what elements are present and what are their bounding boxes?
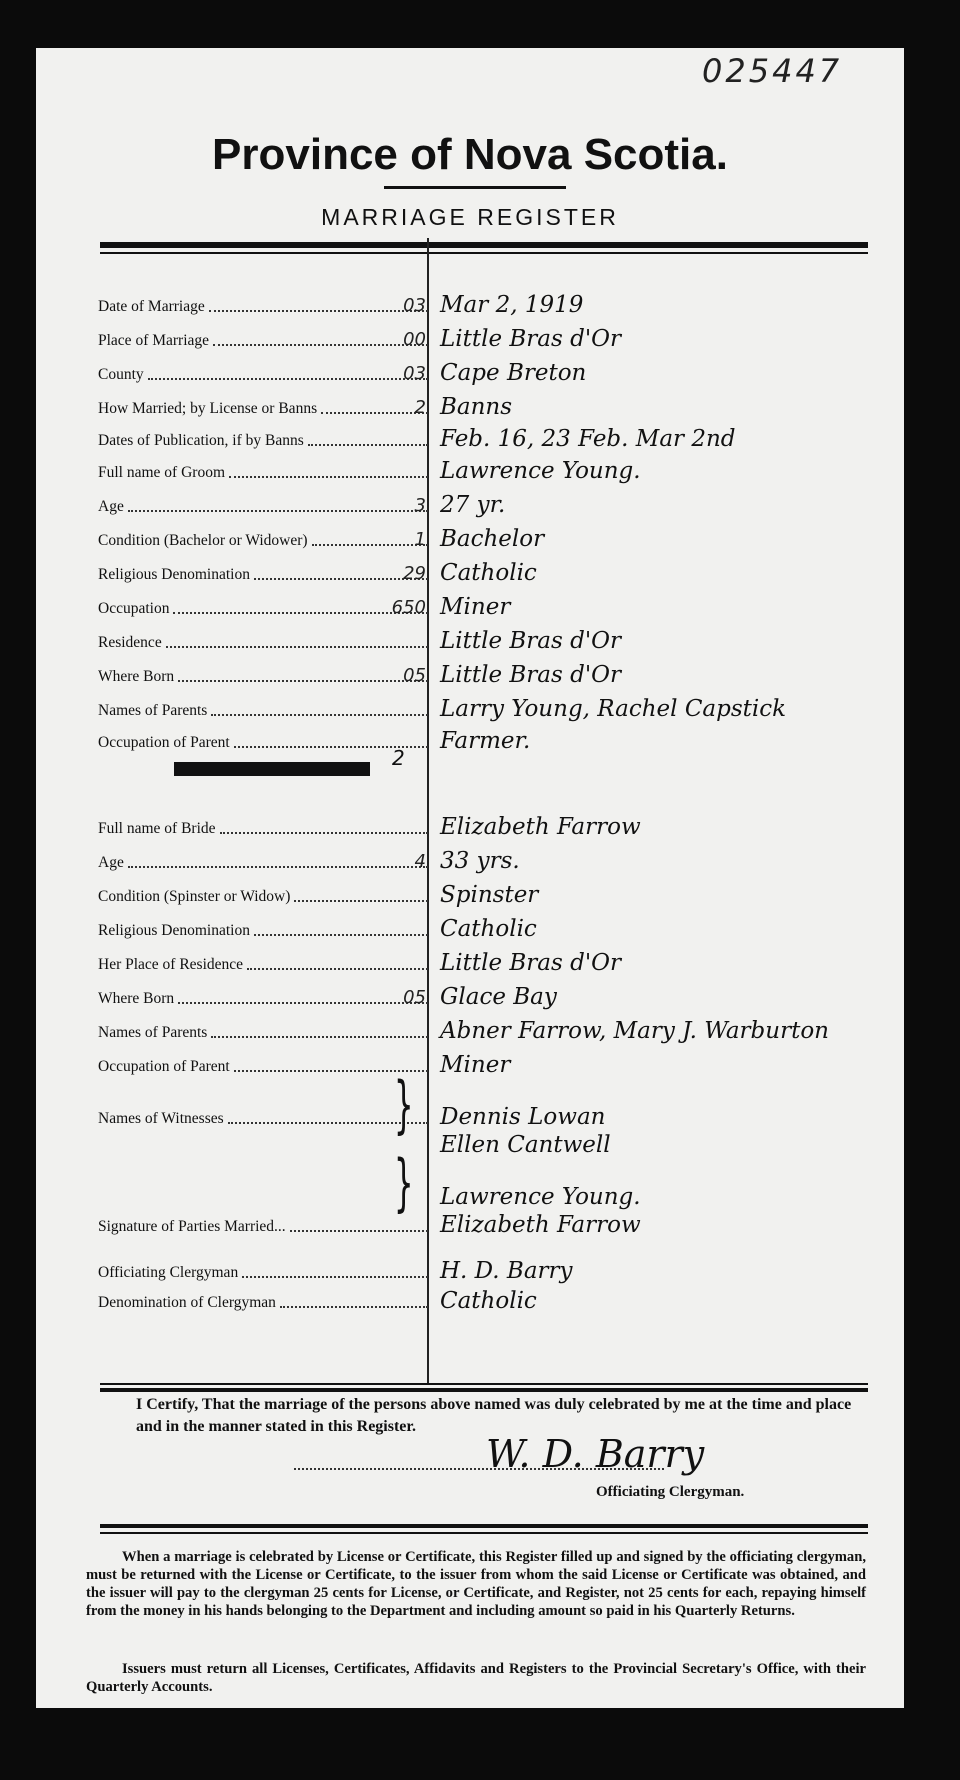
field-label: Date of Marriage [98, 298, 205, 315]
field-value: Elizabeth Farrow [440, 1212, 641, 1238]
field-row [98, 844, 898, 874]
field-value: Little Bras d'Or [440, 662, 622, 688]
field-label: Denomination of Clergyman [98, 1294, 276, 1311]
dotted-leader [247, 968, 428, 970]
form-title: Province of Nova Scotia. [212, 130, 728, 179]
field-value: Miner [440, 594, 511, 620]
dotted-leader [211, 1036, 428, 1038]
field-row [98, 1048, 898, 1078]
field-label: Signature of Parties Married... [98, 1218, 286, 1235]
field-value: H. D. Barry [440, 1258, 573, 1284]
signature-brace: } [393, 1146, 414, 1219]
field-label: Religious Denomination [98, 922, 250, 939]
field-code: 03 [403, 363, 426, 384]
field-code: 2 [414, 397, 426, 418]
top-rule [100, 242, 868, 248]
field-label: Occupation of Parent [98, 1058, 230, 1075]
field-code: 650 [391, 597, 426, 618]
field-value: Little Bras d'Or [440, 628, 622, 654]
witness-brace: } [393, 1068, 414, 1141]
signature-caption: Officiating Clergyman. [596, 1484, 745, 1500]
field-code: 4 [414, 851, 426, 872]
field-value: Banns [440, 394, 513, 420]
dotted-leader [211, 714, 428, 716]
field-row [98, 980, 898, 1010]
field-code: 29 [403, 563, 426, 584]
field-row [98, 1254, 898, 1284]
field-label: Names of Parents [98, 1024, 208, 1041]
form-subtitle: MARRIAGE REGISTER [321, 204, 619, 230]
field-row [98, 1180, 898, 1210]
certify-top-rule [100, 1383, 868, 1385]
field-label: Dates of Publication, if by Banns [98, 432, 304, 449]
field-value: Farmer. [440, 728, 531, 754]
field-value: Lawrence Young. [440, 1184, 641, 1210]
field-row [98, 322, 898, 352]
title-underline [384, 186, 566, 189]
field-value: 33 yrs. [440, 848, 520, 874]
field-label: Condition (Bachelor or Widower) [98, 532, 308, 549]
field-row [98, 356, 898, 386]
clergyman-signature: W. D. Barry [486, 1432, 705, 1476]
field-label: Place of Marriage [98, 332, 210, 349]
field-label: Officiating Clergyman [98, 1264, 239, 1281]
field-label: Full name of Groom [98, 464, 225, 481]
field-label: Her Place of Residence [98, 956, 244, 973]
field-label: Age [98, 498, 124, 515]
field-value: Elizabeth Farrow [440, 814, 641, 840]
field-row [98, 522, 898, 552]
field-value: Catholic [440, 560, 537, 586]
field-value: Spinster [440, 882, 539, 908]
field-label: Occupation of Parent [98, 734, 230, 751]
field-value: Abner Farrow, Mary J. Warburton [440, 1018, 829, 1044]
field-value: 27 yr. [440, 492, 506, 518]
field-row [98, 1100, 898, 1130]
dotted-leader [294, 900, 428, 902]
field-value: Ellen Cantwell [440, 1132, 611, 1158]
certification-text: I Certify, That the marriage of the persons above named was duly celebrated by me at the time and place and in the manner stated in this Register. [136, 1396, 852, 1435]
register-form [36, 48, 904, 1708]
field-row [98, 692, 898, 722]
field-value: Miner [440, 1052, 511, 1078]
field-row [98, 1014, 898, 1044]
field-value: Dennis Lowan [440, 1104, 606, 1130]
field-label: County [98, 366, 144, 383]
issuers-note: Issuers must return all Licenses, Certificates, Affidavits and Registers to the Provincial Secretary's Office, with their Quarterly Accounts. [86, 1661, 866, 1695]
field-value: Cape Breton [440, 360, 587, 386]
field-code: 3 [414, 495, 426, 516]
bride-section-bar [174, 762, 370, 776]
dotted-leader [242, 1276, 428, 1278]
field-value: Catholic [440, 1288, 537, 1314]
field-label: Names of Witnesses [98, 1110, 224, 1127]
field-row [98, 724, 898, 754]
field-row [98, 1208, 898, 1238]
field-label: Where Born [98, 990, 175, 1007]
dotted-leader [290, 1230, 428, 1232]
field-row [98, 878, 898, 908]
field-value: Larry Young, Rachel Capstick [440, 696, 787, 722]
field-value: Glace Bay [440, 984, 557, 1010]
dotted-leader [229, 476, 428, 478]
field-value: Little Bras d'Or [440, 950, 622, 976]
field-code: 03 [403, 295, 426, 316]
notes-top-rule-thin [100, 1532, 868, 1534]
field-label: Residence [98, 634, 162, 651]
dotted-leader [166, 646, 428, 648]
field-label: Condition (Spinster or Widow) [98, 888, 291, 905]
field-row [98, 810, 898, 840]
field-row [98, 390, 898, 420]
notes-top-rule [100, 1524, 868, 1528]
field-code: 05 [403, 987, 426, 1008]
bride-section-code: 2 [392, 746, 405, 770]
dotted-leader [254, 934, 428, 936]
field-row [98, 288, 898, 318]
field-row [98, 1284, 898, 1314]
serial-number: 025447 [702, 52, 843, 90]
field-row [98, 1128, 898, 1158]
field-row [98, 624, 898, 654]
field-value: Bachelor [440, 526, 545, 552]
field-row [98, 422, 898, 452]
field-code: 1 [414, 529, 426, 550]
field-row [98, 590, 898, 620]
field-value: Little Bras d'Or [440, 326, 622, 352]
field-value: Catholic [440, 916, 537, 942]
field-label: Where Born [98, 668, 175, 685]
field-label: Occupation [98, 600, 170, 617]
field-label: Age [98, 854, 124, 871]
field-row [98, 454, 898, 484]
dotted-leader [308, 444, 428, 446]
field-value: Feb. 16, 23 Feb. Mar 2nd [440, 426, 736, 452]
field-label: Religious Denomination [98, 566, 250, 583]
field-row [98, 556, 898, 586]
field-label: Names of Parents [98, 702, 208, 719]
field-row [98, 946, 898, 976]
instructions-note: When a marriage is celebrated by License or Certificate, this Register filled up and signed by the officiating clergyman, must be returned with the License or Certificate, to the issuer from whom the said License or Certificate was obtained, and the issuer will pay to the clergyman 25 cents for License, or Certificate, and Register, not 25 cents for each, repaying himself from the money in his hands belonging to the Department and including amount so paid in his Quarterly Returns. [86, 1549, 866, 1619]
field-label: How Married; by License or Banns [98, 400, 318, 417]
field-row [98, 658, 898, 688]
field-code: 00 [403, 329, 426, 350]
dotted-leader [280, 1306, 428, 1308]
dotted-leader [220, 832, 428, 834]
top-rule-thin [100, 252, 868, 254]
field-value: Lawrence Young. [440, 458, 641, 484]
field-row [98, 912, 898, 942]
field-row [98, 488, 898, 518]
certify-top-rule-thick [100, 1388, 868, 1392]
field-code: 05 [403, 665, 426, 686]
field-value: Mar 2, 1919 [440, 292, 584, 318]
field-label: Full name of Bride [98, 820, 216, 837]
